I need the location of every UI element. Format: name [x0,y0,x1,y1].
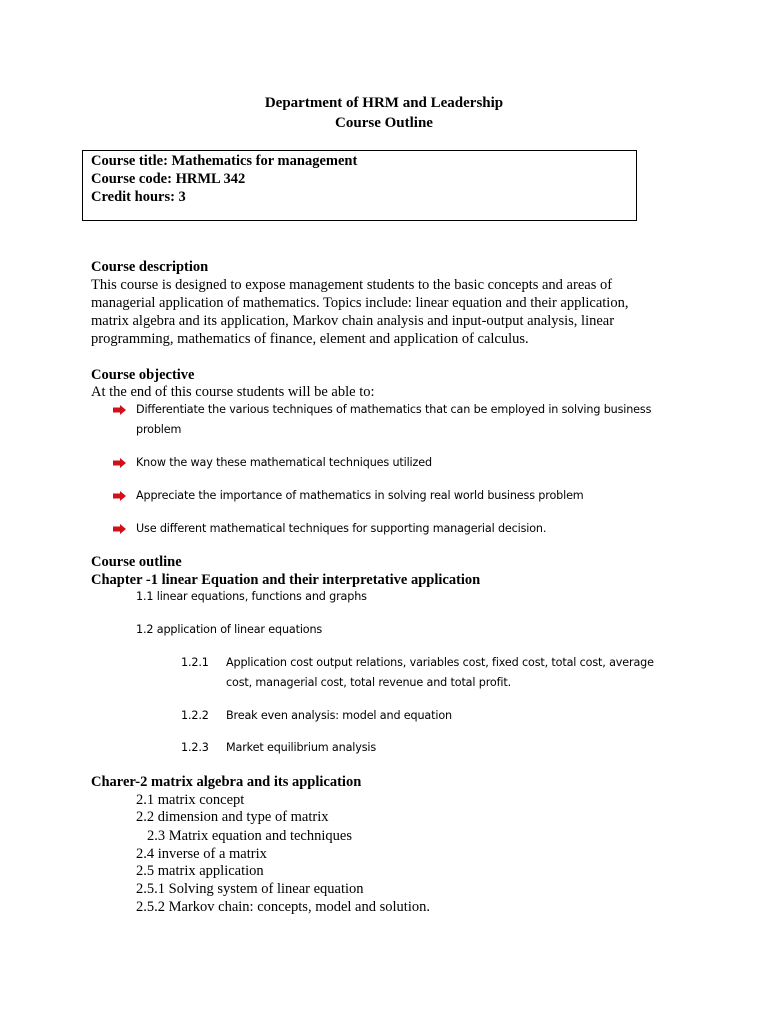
objective-bullet-text: Appreciate the importance of mathematics in solving real world business problem [136,489,584,502]
credit-hours-line: Credit hours: 3 [91,189,186,205]
course-code-line: Course code: HRML 342 [91,171,246,187]
outline-item: 2.5.1 Solving system of linear equation [136,881,364,897]
objective-bullet-text: Use different mathematical techniques for supporting managerial decision. [136,522,547,535]
outline-item: 2.2 dimension and type of matrix [136,809,329,825]
outline-item: 2.5.2 Markov chain: concepts, model and solution. [136,899,430,915]
outline-subitem-text: Break even analysis: model and equation [226,709,452,722]
red-arrow-bullet-icon [113,491,126,501]
outline-subitem-text: Market equilibrium analysis [226,741,377,754]
course-title-line: Course title: Mathematics for management [91,153,358,169]
outline-subitem-number: 1.2.1 [181,656,209,669]
outline-subitem-text: Application cost output relations, variables cost, fixed cost, total cost, average [226,656,654,669]
objective-bullet-text: problem [136,423,182,436]
outline-item: 1.2 application of linear equations [136,623,323,636]
objective-bullet-text: Know the way these mathematical techniques utilized [136,456,432,469]
outline-item: 1.1 linear equations, functions and graphs [136,590,367,603]
outline-item: 2.4 inverse of a matrix [136,846,267,862]
chapter-1-title: Chapter -1 linear Equation and their interpretative application [91,572,481,588]
objective-intro: At the end of this course students will be able to: [91,384,375,400]
red-arrow-bullet-icon [113,405,126,415]
outline-heading: Course outline [91,554,182,570]
description-line: programming, mathematics of finance, element and application of calculus. [91,331,529,347]
description-heading: Course description [91,259,209,275]
outline-item: 2.1 matrix concept [136,792,245,808]
red-arrow-bullet-icon [113,524,126,534]
objective-bullet-text: Differentiate the various techniques of mathematics that can be employed in solving business [136,403,652,416]
outline-subitem-number: 1.2.3 [181,741,209,754]
course-info-box [82,150,637,221]
outline-item: 2.5 matrix application [136,863,264,879]
description-line: managerial application of mathematics. Topics include: linear equation and their application, [91,295,629,311]
description-line: matrix algebra and its application, Markov chain analysis and input-output analysis, linear [91,313,615,329]
description-line: This course is designed to expose management students to the basic concepts and areas of [91,277,613,293]
outline-item: 2.3 Matrix equation and techniques [147,828,352,844]
chapter-2-title: Charer-2 matrix algebra and its application [91,774,362,790]
document-title: Course Outline [335,115,433,131]
outline-subitem-number: 1.2.2 [181,709,209,722]
red-arrow-bullet-icon [113,458,126,468]
outline-subitem-text: cost, managerial cost, total revenue and total profit. [226,676,511,689]
department-heading: Department of HRM and Leadership [264,95,504,111]
objective-heading: Course objective [91,367,195,383]
